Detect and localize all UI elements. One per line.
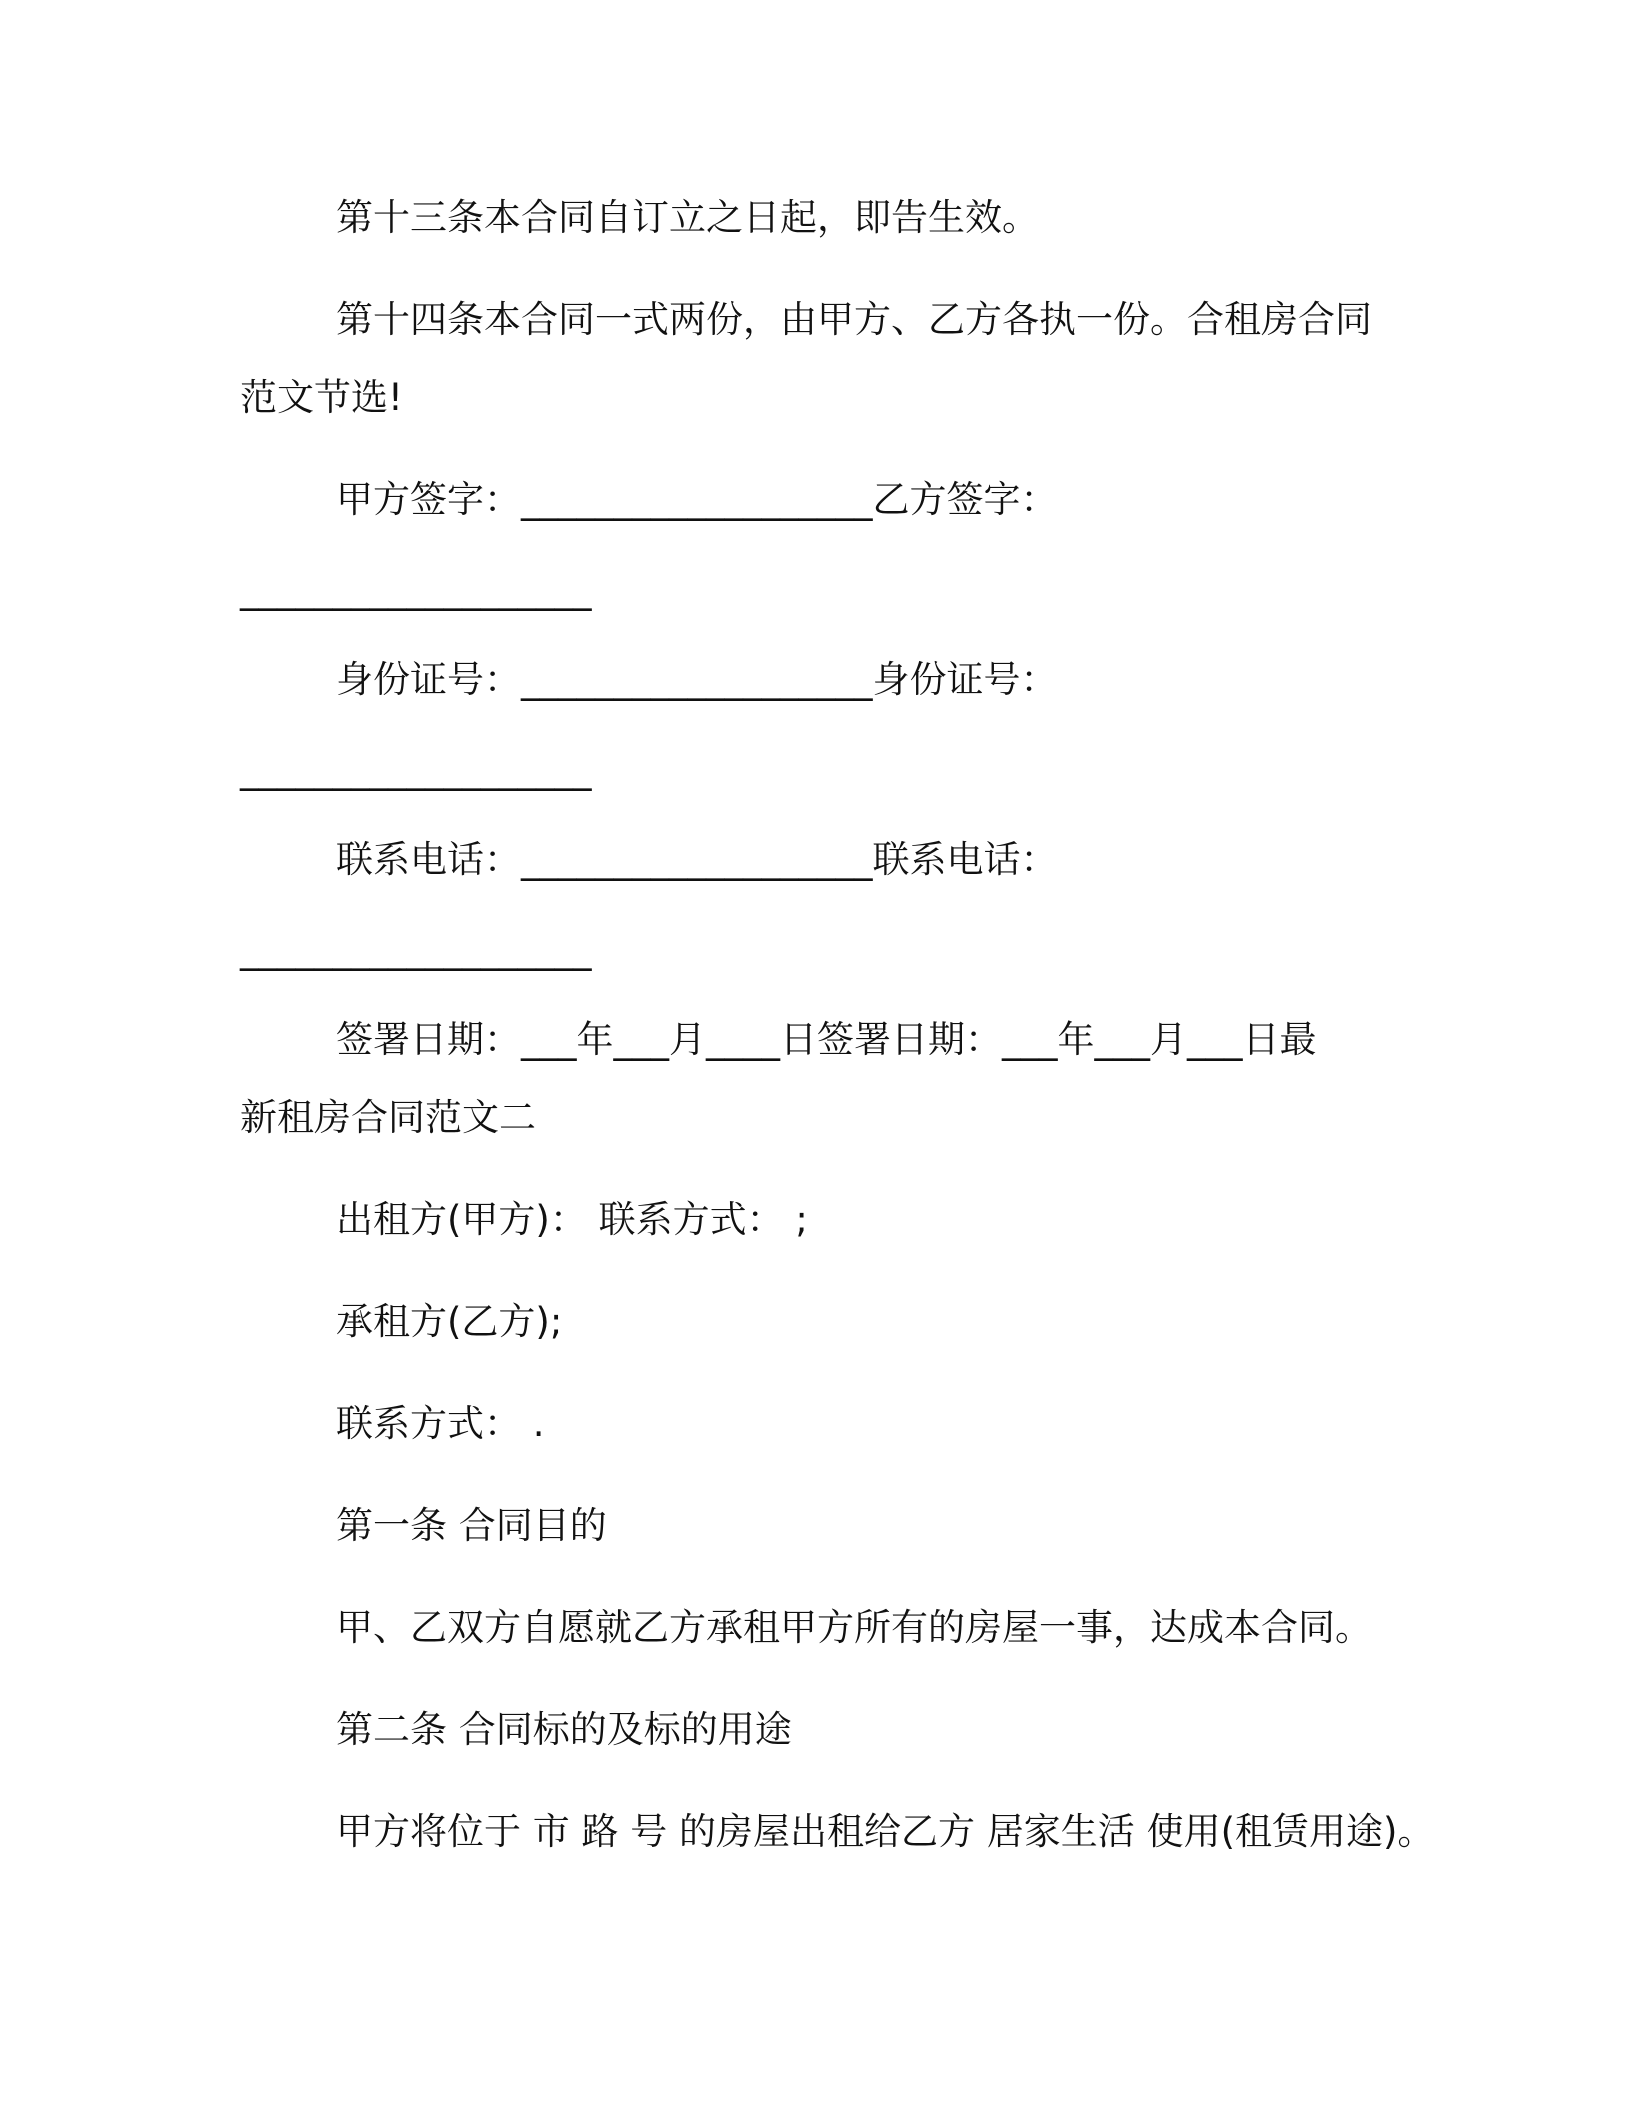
template-two-title: 新租房合同范文二: [240, 1096, 536, 1139]
lessee-contact: 联系方式： .: [336, 1402, 545, 1445]
clause-14-line-2: 范文节选!: [240, 376, 403, 419]
id-number-line: 身份证号：___________________身份证号：: [336, 658, 1058, 701]
article-2-heading: 第二条 合同标的及标的用途: [336, 1708, 792, 1751]
phone-line: 联系电话：___________________联系电话：: [336, 838, 1058, 881]
clause-13: 第十三条本合同自订立之日起，即告生效。: [336, 196, 1039, 239]
party-a-signature-line: 甲方签字：___________________乙方签字：: [336, 478, 1058, 521]
sign-date-line: 签署日期：___年___月____日签署日期：___年___月___日最: [336, 1018, 1317, 1061]
phone-blank: ___________________: [240, 928, 592, 971]
lessee-info: 承租方(乙方);: [336, 1300, 563, 1343]
clause-14-line-1: 第十四条本合同一式两份，由甲方、乙方各执一份。合租房合同: [336, 298, 1372, 341]
lessor-info: 出租方(甲方)： 联系方式： ;: [336, 1198, 808, 1241]
article-2-body: 甲方将位于 市 路 号 的房屋出租给乙方 居家生活 使用(租赁用途)。: [336, 1810, 1435, 1853]
article-1-heading: 第一条 合同目的: [336, 1504, 607, 1547]
party-b-signature-blank: ___________________: [240, 568, 592, 611]
id-number-blank: ___________________: [240, 748, 592, 791]
article-1-body: 甲、乙双方自愿就乙方承租甲方所有的房屋一事，达成本合同。: [336, 1606, 1372, 1649]
